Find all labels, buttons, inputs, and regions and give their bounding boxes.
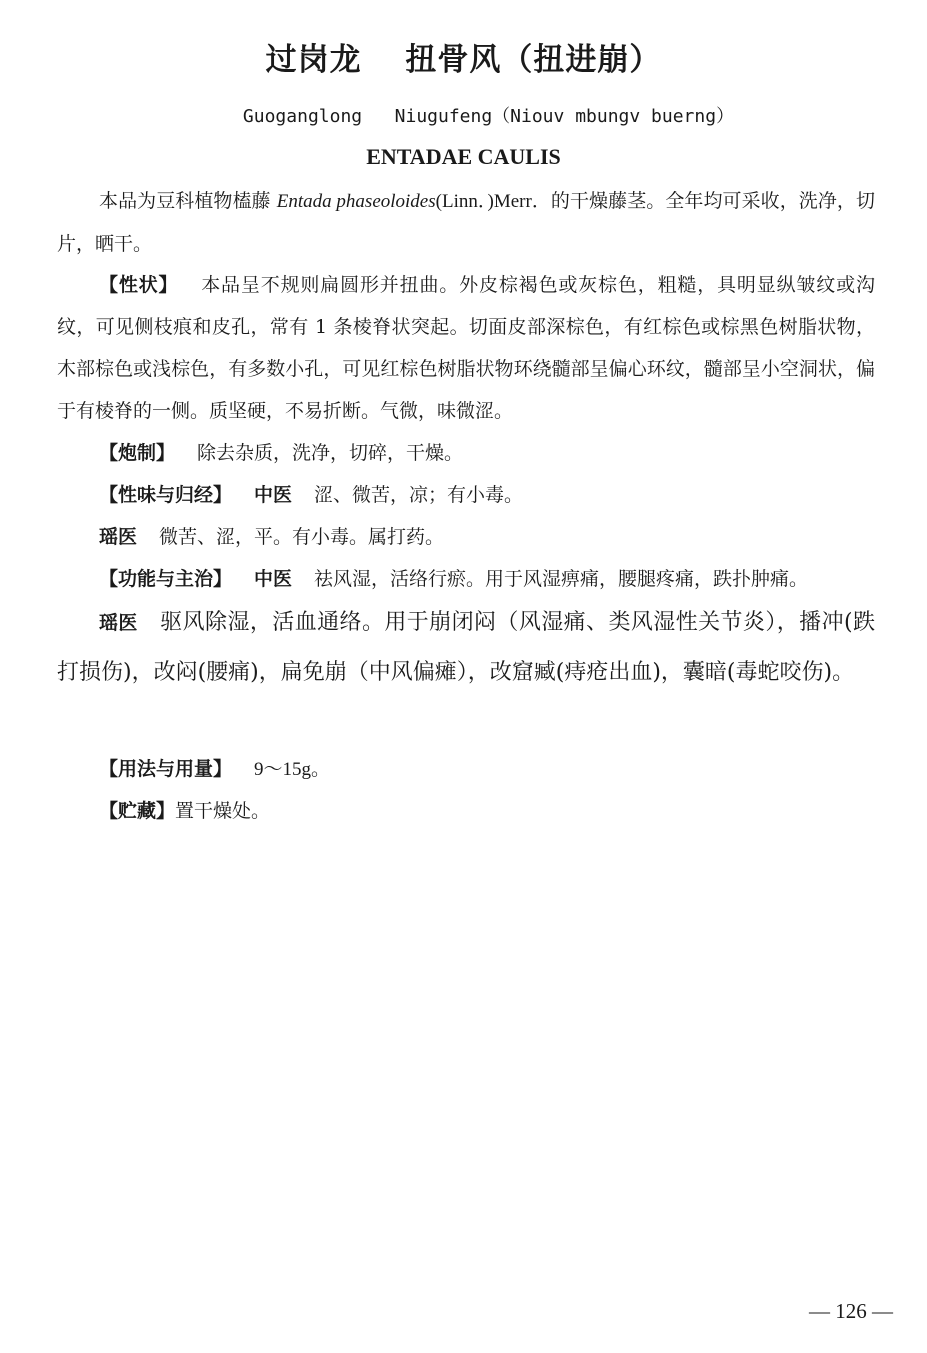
intro-paragraph xyxy=(57,180,875,266)
properties-section xyxy=(57,264,875,432)
storage-section xyxy=(57,790,875,832)
nature-section xyxy=(57,474,875,516)
function-section xyxy=(57,558,875,600)
function-tcm-label: 中医 xyxy=(254,568,293,590)
dosage-heading: 【用法与用量】 xyxy=(99,758,233,780)
nature-yao-label: 瑶医 xyxy=(99,526,138,548)
properties-heading: 【性状】 xyxy=(99,274,179,296)
function-tcm-text: 祛风湿，活络行瘀。用于风湿痹痛，腰腿疼痛，跌扑肿痛。 xyxy=(314,568,809,590)
latin-name: ENTADAE CAULIS xyxy=(366,144,561,169)
processing-text: 除去杂质，洗净，切碎，干燥。 xyxy=(197,442,464,464)
nature-tcm-label: 中医 xyxy=(254,484,293,506)
processing-section xyxy=(57,432,875,474)
dosage-text: 9～15g。 xyxy=(254,759,331,780)
intro-text-2: (Linn．)Merr．的干燥藤茎。全年均可采收，洗净，切片，晒干。 xyxy=(57,191,875,255)
species-name: Entada phaseoloides xyxy=(276,191,436,212)
nature-yao-text: 微苦、涩，平。有小毒。属打药。 xyxy=(159,526,445,548)
properties-text: 本品呈不规则扁圆形并扭曲。外皮棕褐色或灰棕色，粗糙，具明显纵皱纹或沟纹，可见侧枝痕和皮孔，常有 1 条棱脊状突起。切面皮部深棕色，有红棕色或棕黑色树脂状物，木部棕色或浅棕色，有多数小孔，可见红棕色树脂状物环绕髓部呈偏心环纹，髓部呈小空洞状，偏于有棱脊的一侧。质坚硬，不易折断。气微，味微涩。 xyxy=(57,274,875,422)
pinyin-subtitle: Guoganglong Niugufeng（Niouv mbungv buerng） xyxy=(242,106,735,127)
intro-text-1: 本品为豆科植物榼藤 xyxy=(99,190,277,212)
processing-heading: 【炮制】 xyxy=(99,442,176,464)
function-yao-text: 驱风除湿，活血通络。用于崩闭闷（风湿痛、类风湿性关节炎），播冲(跌打损伤)，改闷(腰痛)，扁免崩（中风偏瘫），改窟臧(痔疮出血)，囊暗(毒蛇咬伤)。 xyxy=(57,610,875,685)
function-heading: 【功能与主治】 xyxy=(99,568,233,590)
page-title: 过岗龙 扭骨风（扭进崩） xyxy=(265,42,662,78)
dosage-section xyxy=(57,748,875,791)
function-yao-section xyxy=(57,598,875,697)
nature-heading: 【性味与归经】 xyxy=(99,484,233,506)
nature-tcm-text: 涩、微苦，凉；有小毒。 xyxy=(314,484,524,506)
storage-heading: 【贮藏】 xyxy=(99,800,176,822)
page-number: — 126 — xyxy=(809,1299,893,1323)
storage-text: 置干燥处。 xyxy=(175,800,271,822)
function-yao-label: 瑶医 xyxy=(99,612,138,634)
nature-yao-section xyxy=(57,516,875,558)
